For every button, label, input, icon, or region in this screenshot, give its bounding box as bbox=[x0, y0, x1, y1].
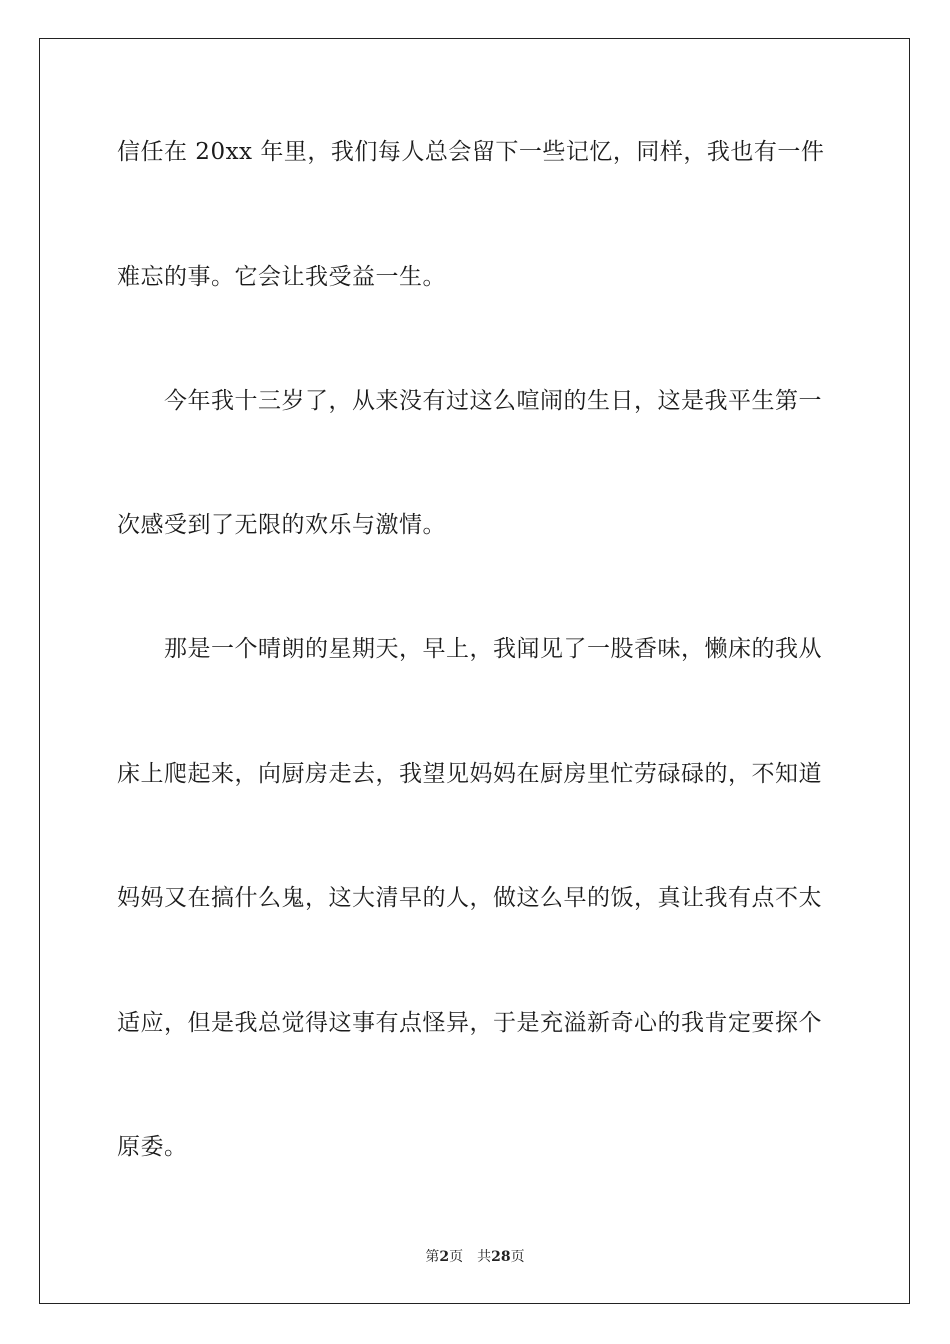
text-line: 信任在 20xx 年里，我们每人总会留下一些记忆，同样，我也有一件 bbox=[117, 139, 825, 165]
text-line: 床上爬起来，向厨房走去，我望见妈妈在厨房里忙劳碌碌的，不知道 bbox=[117, 761, 822, 787]
total-pages: 28 bbox=[491, 1249, 511, 1265]
page-number: 2 bbox=[439, 1249, 450, 1265]
text-line: 次感受到了无限的欢乐与激情。 bbox=[117, 512, 446, 538]
total-suffix: 页 bbox=[510, 1249, 525, 1265]
paragraph-first-line: 那是一个晴朗的星期天，早上，我闻见了一股香味，懒床的我从 bbox=[164, 636, 822, 662]
page-border bbox=[39, 38, 910, 1304]
paragraph-first-line: 今年我十三岁了，从来没有过这么喧闹的生日，这是我平生第一 bbox=[164, 388, 822, 414]
text-line: 难忘的事。它会让我受益一生。 bbox=[117, 264, 446, 290]
page-footer bbox=[0, 1248, 950, 1266]
total-prefix: 共 bbox=[477, 1249, 492, 1265]
text-line: 适应，但是我总觉得这事有点怪异，于是充溢新奇心的我肯定要探个 bbox=[117, 1010, 822, 1036]
text-line: 原委。 bbox=[117, 1134, 188, 1160]
page-prefix: 第 bbox=[425, 1249, 440, 1265]
text-line: 妈妈又在搞什么鬼，这大清早的人，做这么早的饭，真让我有点不太 bbox=[117, 885, 822, 911]
page-suffix: 页 bbox=[449, 1249, 464, 1265]
